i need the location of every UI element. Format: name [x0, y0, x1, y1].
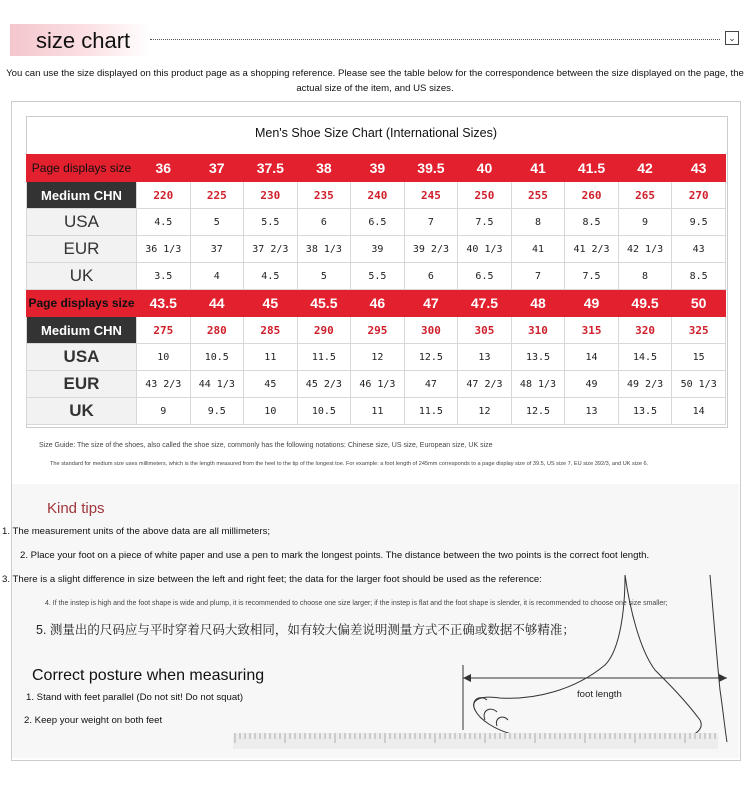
size-cell: 43	[672, 236, 726, 263]
size-cell: 13.5	[511, 344, 565, 371]
size-cell: 43.5	[137, 290, 191, 317]
size-cell: 5	[297, 263, 351, 290]
size-cell: 9	[618, 209, 672, 236]
size-cell: 250	[458, 182, 512, 209]
size-cell: 12.5	[511, 398, 565, 425]
tip-item: 5. 测量出的尺码应与平时穿着尺码大致相同，如有较大偏差说明测量方式不正确或数据不够精准；	[36, 623, 575, 637]
size-cell: 45	[244, 371, 298, 398]
row-label: UK	[27, 398, 137, 425]
size-cell: 39	[351, 236, 405, 263]
size-cell: 11.5	[404, 398, 458, 425]
row-label: Medium CHN	[27, 182, 137, 209]
tip-item: 2. Place your foot on a piece of white paper and use a pen to mark the longest points. The distance between the two points is the correct foot length.	[20, 550, 650, 561]
posture-item: 2. Keep your weight on both feet	[24, 715, 163, 726]
size-cell: 36 1/3	[137, 236, 191, 263]
chevron-down-icon[interactable]: ⌄	[725, 31, 739, 45]
size-cell: 47	[404, 290, 458, 317]
size-cell: 39 2/3	[404, 236, 458, 263]
size-cell: 235	[297, 182, 351, 209]
size-cell: 10.5	[190, 344, 244, 371]
size-cell: 255	[511, 182, 565, 209]
size-cell: 275	[137, 317, 191, 344]
row-label: USA	[27, 209, 137, 236]
row-label: Page displays size	[27, 155, 137, 182]
size-cell: 50 1/3	[672, 371, 726, 398]
size-cell: 43	[672, 155, 726, 182]
size-cell: 11.5	[297, 344, 351, 371]
ruler-graphic	[233, 733, 718, 749]
size-cell: 38 1/3	[297, 236, 351, 263]
size-row-uk	[27, 263, 726, 290]
size-cell: 42	[618, 155, 672, 182]
row-label: Page displays size	[27, 290, 137, 317]
size-cell: 6	[404, 263, 458, 290]
size-cell: 320	[618, 317, 672, 344]
size-cell: 37 2/3	[244, 236, 298, 263]
size-cell: 37	[190, 155, 244, 182]
size-cell: 8	[511, 209, 565, 236]
size-cell: 7.5	[458, 209, 512, 236]
size-cell: 49	[565, 371, 619, 398]
size-cell: 49.5	[618, 290, 672, 317]
size-cell: 5	[190, 209, 244, 236]
size-cell: 39.5	[404, 155, 458, 182]
size-cell: 11	[351, 398, 405, 425]
size-cell: 38	[297, 155, 351, 182]
section-title: size chart	[36, 28, 131, 53]
size-cell: 270	[672, 182, 726, 209]
size-row-page	[27, 155, 726, 182]
tip-item: 3. There is a slight difference in size between the left and right feet; the data for the larger foot should be used as the reference:	[2, 574, 542, 585]
size-cell: 14	[672, 398, 726, 425]
size-cell: 310	[511, 317, 565, 344]
size-cell: 47.5	[458, 290, 512, 317]
size-cell: 260	[565, 182, 619, 209]
size-cell: 40 1/3	[458, 236, 512, 263]
size-row-page	[27, 290, 726, 317]
size-cell: 315	[565, 317, 619, 344]
size-cell: 41 2/3	[565, 236, 619, 263]
tip-item: 4. If the instep is high and the foot shape is wide and plump, it is recommended to choose one size larger; if the instep is flat and the foot shape is slender, it is recommended to choose one size smaller;	[45, 600, 668, 607]
size-cell: 12.5	[404, 344, 458, 371]
size-cell: 10	[244, 398, 298, 425]
size-cell: 46	[351, 290, 405, 317]
size-cell: 6.5	[351, 209, 405, 236]
size-cell: 41.5	[565, 155, 619, 182]
size-cell: 4.5	[244, 263, 298, 290]
size-cell: 13.5	[618, 398, 672, 425]
size-cell: 50	[672, 290, 726, 317]
size-cell: 14	[565, 344, 619, 371]
size-cell: 45 2/3	[297, 371, 351, 398]
size-cell: 4	[190, 263, 244, 290]
size-cell: 13	[458, 344, 512, 371]
size-cell: 45.5	[297, 290, 351, 317]
size-row-eur	[27, 236, 726, 263]
size-cell: 44	[190, 290, 244, 317]
table-title: Men's Shoe Size Chart (International Sizes)	[254, 126, 498, 140]
size-row-chn	[27, 317, 726, 344]
size-cell: 325	[672, 317, 726, 344]
size-cell: 9	[137, 398, 191, 425]
row-label: USA	[27, 344, 137, 371]
size-cell: 290	[297, 317, 351, 344]
size-guide-note: Size Guide: The size of the shoes, also called the shoe size, commonly has the following notations: Chinese size, US size, European size, UK size	[39, 442, 493, 449]
size-row-usa	[27, 344, 726, 371]
size-cell: 36	[137, 155, 191, 182]
size-cell: 48 1/3	[511, 371, 565, 398]
size-cell: 12	[351, 344, 405, 371]
size-cell: 8.5	[565, 209, 619, 236]
size-cell: 46 1/3	[351, 371, 405, 398]
size-row-chn	[27, 182, 726, 209]
size-cell: 37.5	[244, 155, 298, 182]
size-cell: 6.5	[458, 263, 512, 290]
row-label: UK	[27, 263, 137, 290]
size-cell: 300	[404, 317, 458, 344]
size-cell: 43 2/3	[137, 371, 191, 398]
size-cell: 7	[404, 209, 458, 236]
size-row-eur	[27, 371, 726, 398]
size-cell: 37	[190, 236, 244, 263]
row-label: EUR	[27, 371, 137, 398]
size-cell: 225	[190, 182, 244, 209]
size-cell: 12	[458, 398, 512, 425]
size-cell: 280	[190, 317, 244, 344]
size-cell: 40	[458, 155, 512, 182]
size-cell: 44 1/3	[190, 371, 244, 398]
size-table	[26, 154, 726, 425]
intro-text: You can use the size displayed on this product page as a shopping reference. Please see the table below for the correspondence between the size displayed on the page, the actual size of the item, and US sizes.	[6, 68, 744, 94]
standard-note: The standard for medium size uses millimeters, which is the length measured from the heel to the tip of the longest toe. For example: a foot length of 245mm corresponds to a page display size of 39.5, US size 7, EU size 392/3, and UK size 6.	[50, 461, 649, 467]
section-header	[10, 24, 150, 56]
foot-length-label: foot length	[577, 689, 622, 700]
size-cell: 49 2/3	[618, 371, 672, 398]
size-cell: 230	[244, 182, 298, 209]
size-row-uk	[27, 398, 726, 425]
size-cell: 14.5	[618, 344, 672, 371]
size-cell: 240	[351, 182, 405, 209]
size-cell: 3.5	[137, 263, 191, 290]
size-cell: 8	[618, 263, 672, 290]
row-label: Medium CHN	[27, 317, 137, 344]
size-cell: 5.5	[351, 263, 405, 290]
row-label: EUR	[27, 236, 137, 263]
header-divider	[150, 39, 720, 40]
size-cell: 48	[511, 290, 565, 317]
size-cell: 42 1/3	[618, 236, 672, 263]
size-cell: 8.5	[672, 263, 726, 290]
posture-heading: Correct posture when measuring	[32, 667, 265, 684]
size-cell: 41	[511, 236, 565, 263]
size-cell: 47	[404, 371, 458, 398]
size-cell: 305	[458, 317, 512, 344]
size-cell: 7.5	[565, 263, 619, 290]
size-cell: 265	[618, 182, 672, 209]
tips-heading: Kind tips	[47, 500, 105, 517]
size-cell: 10.5	[297, 398, 351, 425]
size-row-usa	[27, 209, 726, 236]
size-cell: 47 2/3	[458, 371, 512, 398]
size-cell: 9.5	[672, 209, 726, 236]
size-cell: 285	[244, 317, 298, 344]
size-cell: 245	[404, 182, 458, 209]
size-cell: 6	[297, 209, 351, 236]
size-cell: 10	[137, 344, 191, 371]
tip-item: 1. The measurement units of the above data are all millimeters;	[2, 526, 271, 537]
size-cell: 9.5	[190, 398, 244, 425]
size-cell: 295	[351, 317, 405, 344]
size-cell: 49	[565, 290, 619, 317]
foot-diagram	[455, 570, 735, 745]
size-cell: 5.5	[244, 209, 298, 236]
size-cell: 4.5	[137, 209, 191, 236]
size-cell: 15	[672, 344, 726, 371]
size-cell: 13	[565, 398, 619, 425]
size-cell: 41	[511, 155, 565, 182]
size-cell: 11	[244, 344, 298, 371]
size-cell: 7	[511, 263, 565, 290]
posture-item: 1. Stand with feet parallel (Do not sit! Do not squat)	[26, 692, 244, 703]
size-cell: 220	[137, 182, 191, 209]
size-cell: 39	[351, 155, 405, 182]
size-cell: 45	[244, 290, 298, 317]
